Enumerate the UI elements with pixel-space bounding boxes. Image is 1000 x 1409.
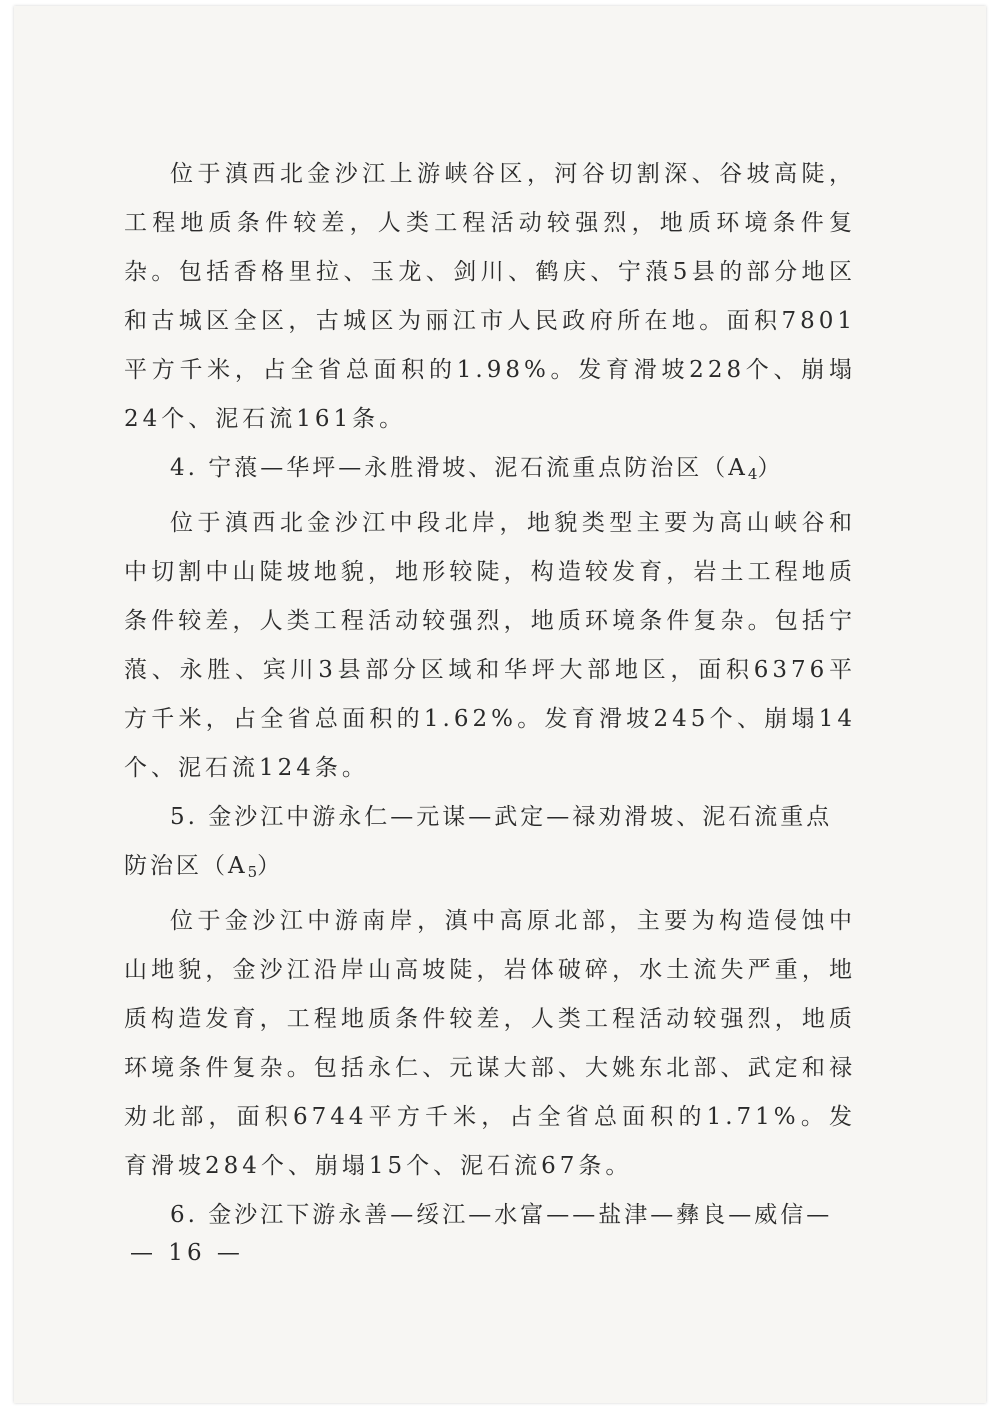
heading-a4-subscript: 4 (747, 465, 758, 483)
heading-a5 (124, 793, 856, 897)
heading-a6-text: 6. 金沙江下游永善—绥江—水富——盐津—彝良—威信— (170, 1202, 833, 1228)
paragraph-a4-description: 位于滇西北金沙江中段北岸，地貌类型主要为高山峡谷和中切割中山陡坡地貌，地形较陡，构造较发育，岩土工程地质条件较差，人类工程活动较强烈，地质环境条件复杂。包括宁蒗、永胜、宾川3县部分区域和华坪大部地区，面积6376平方千米，占全省总面积的1.62%。发育滑坡245个、崩塌14个、泥石流124条。 (124, 510, 856, 781)
heading-a5-text: 5. 金沙江中游永仁—元谋—武定—禄劝滑坡、泥石流重点防治区（A (124, 804, 833, 879)
heading-a4-text: 4. 宁蒗—华坪—永胜滑坡、泥石流重点防治区（A (170, 455, 748, 481)
body-text (124, 150, 856, 1240)
heading-a4-suffix: ） (757, 455, 784, 481)
heading-a4 (124, 444, 856, 499)
heading-a6 (124, 1191, 856, 1240)
heading-a5-subscript: 5 (247, 863, 258, 881)
paragraph-a3-description: 位于滇西北金沙江上游峡谷区，河谷切割深、谷坡高陡，工程地质条件较差，人类工程活动较强烈，地质环境条件复杂。包括香格里拉、玉龙、剑川、鹤庆、宁蒗5县的部分地区和古城区全区，古城区为丽江市人民政府所在地。面积7801平方千米，占全省总面积的1.98%。发育滑坡228个、崩塌24个、泥石流161条。 (124, 161, 856, 432)
heading-a5-suffix: ） (257, 853, 284, 879)
page-number: — 16 — (130, 1240, 244, 1266)
paragraph-a5-description: 位于金沙江中游南岸，滇中高原北部，主要为构造侵蚀中山地貌，金沙江沿岸山高坡陡，岩体破碎，水土流失严重，地质构造发育，工程地质条件较差，人类工程活动较强烈，地质环境条件复杂。包括永仁、元谋大部、大姚东北部、武定和禄劝北部，面积6744平方千米，占全省总面积的1.71%。发育滑坡284个、崩塌15个、泥石流67条。 (124, 908, 856, 1179)
